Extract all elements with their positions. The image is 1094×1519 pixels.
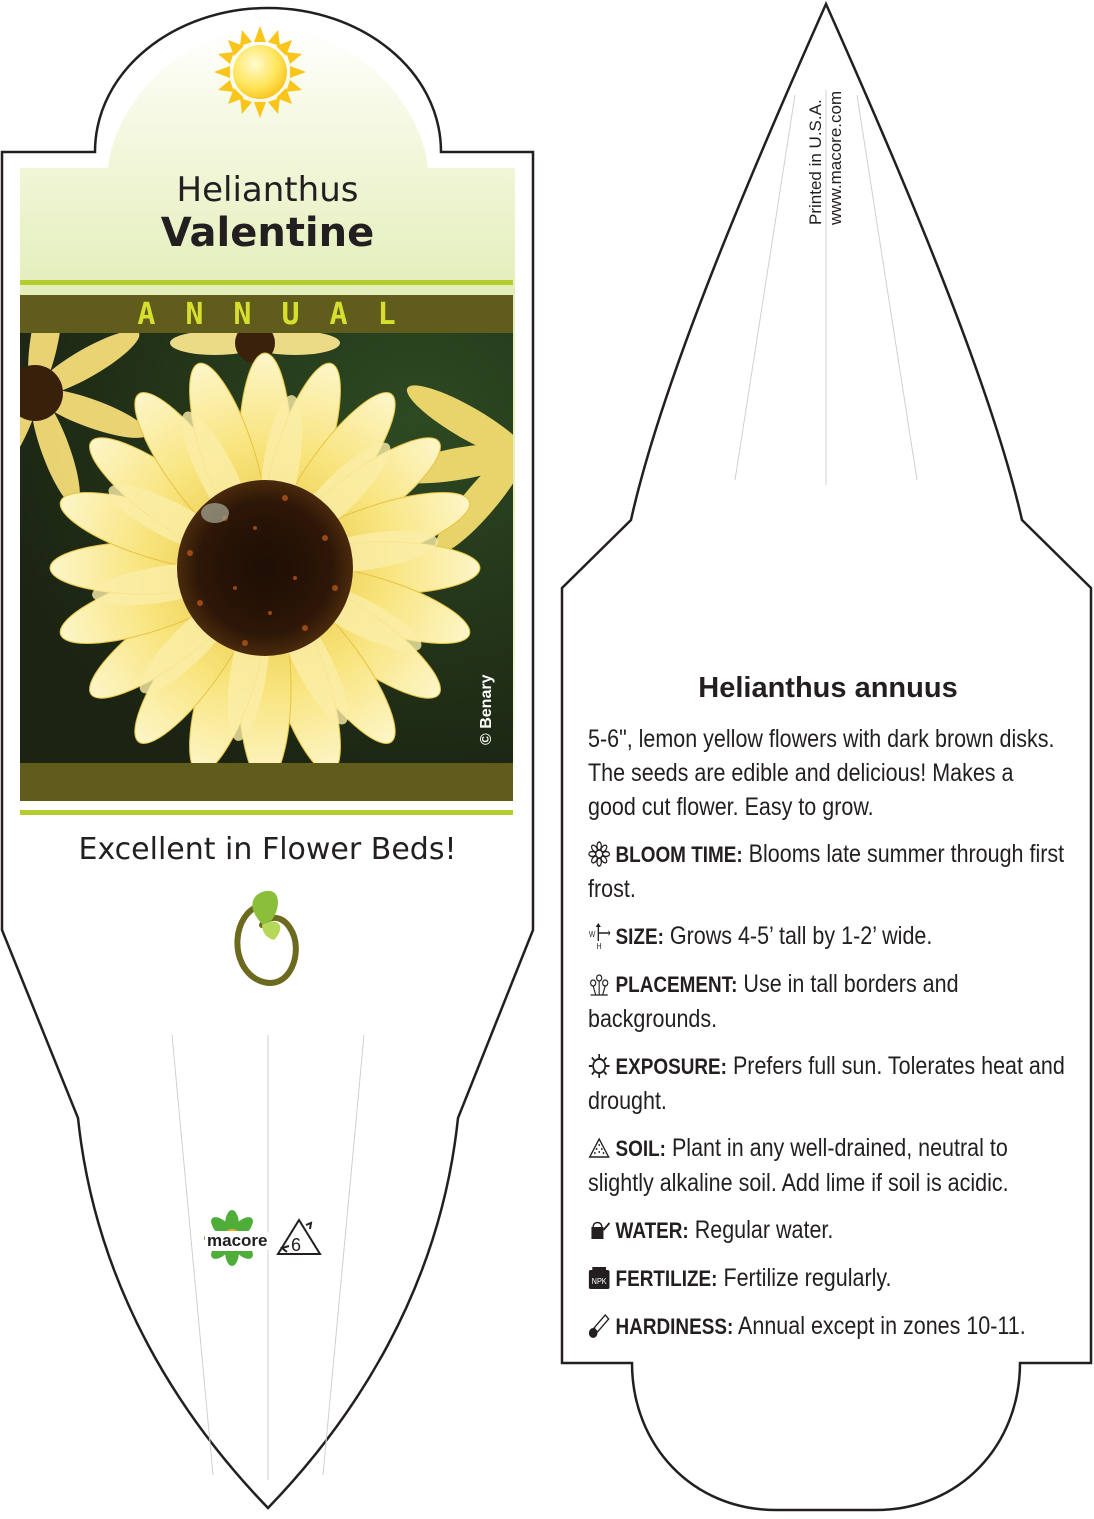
placement-label: PLACEMENT: — [615, 972, 738, 997]
annual-label: ANNUAL — [137, 296, 426, 332]
photo-credit: © Benary — [478, 674, 495, 745]
fertilizer-icon — [588, 1265, 610, 1291]
printed-info — [806, 91, 846, 225]
size-text: Grows 4-5’ tall by 1-2’ wide. — [669, 922, 933, 950]
placement-icon — [588, 971, 610, 997]
sunflower-photo — [20, 333, 513, 763]
size-row — [588, 919, 1067, 954]
printed-line: Printed in U.S.A. — [806, 99, 825, 225]
fertilize-label: FERTILIZE: — [615, 1266, 718, 1291]
water-label: WATER: — [615, 1218, 689, 1243]
bloom-time-text: Blooms late summer through first frost. — [588, 840, 1065, 903]
exposure-text: Prefers full sun. Tolerates heat and drought. — [588, 1052, 1065, 1115]
green-rule-top — [20, 280, 513, 285]
size-label: SIZE: — [615, 924, 664, 949]
soil-icon — [588, 1135, 610, 1161]
exposure-label: EXPOSURE: — [615, 1054, 727, 1079]
fertilize-row — [588, 1261, 1067, 1296]
sun-icon — [588, 1053, 610, 1079]
genus-name: Helianthus — [176, 170, 359, 210]
flower-icon — [588, 841, 610, 867]
hardiness-label: HARDINESS: — [615, 1314, 734, 1339]
annual-band — [20, 295, 513, 333]
hardiness-row — [588, 1309, 1067, 1344]
bloom-time-label: BLOOM TIME: — [615, 842, 743, 867]
placement-row — [588, 967, 1067, 1036]
care-info — [588, 722, 1068, 1357]
size-icon — [588, 923, 610, 949]
macore-brand-text: macore — [207, 1231, 268, 1250]
fertilize-text: Fertilize regularly. — [723, 1264, 892, 1292]
cultivar-name: Valentine — [160, 210, 375, 256]
water-row — [588, 1213, 1067, 1248]
bottom-band — [20, 763, 513, 801]
soil-text: Plant in any well-drained, neutral to slightly alkaline soil. Add lime if soil is acidic. — [588, 1134, 1009, 1197]
watering-can-icon — [588, 1217, 610, 1243]
recycle-code: 6 — [291, 1235, 302, 1255]
soil-label: SOIL: — [615, 1136, 666, 1161]
placement-text: Use in tall borders and backgrounds. — [588, 970, 959, 1033]
size-icon-h: H — [596, 941, 602, 949]
sunflower-photo-art — [20, 333, 513, 763]
thermometer-icon — [588, 1313, 610, 1339]
exposure-row — [588, 1049, 1067, 1118]
tagline: Excellent in Flower Beds! — [78, 832, 457, 867]
species-title: Helianthus annuus — [698, 672, 958, 704]
website-line: www.macore.com — [826, 90, 845, 225]
water-text: Regular water. — [694, 1216, 834, 1244]
soil-row — [588, 1131, 1067, 1200]
hardiness-text: Annual except in zones 10-11. — [738, 1312, 1026, 1340]
npk-text: NPK — [591, 1276, 607, 1287]
description: 5-6", lemon yellow flowers with dark brown disks. The seeds are edible and delicious! Makes a good cut flower. Easy to grow. — [588, 725, 1055, 821]
green-rule-bottom — [20, 810, 513, 815]
size-icon-w: W — [588, 929, 596, 940]
bloom-time-row — [588, 837, 1067, 906]
